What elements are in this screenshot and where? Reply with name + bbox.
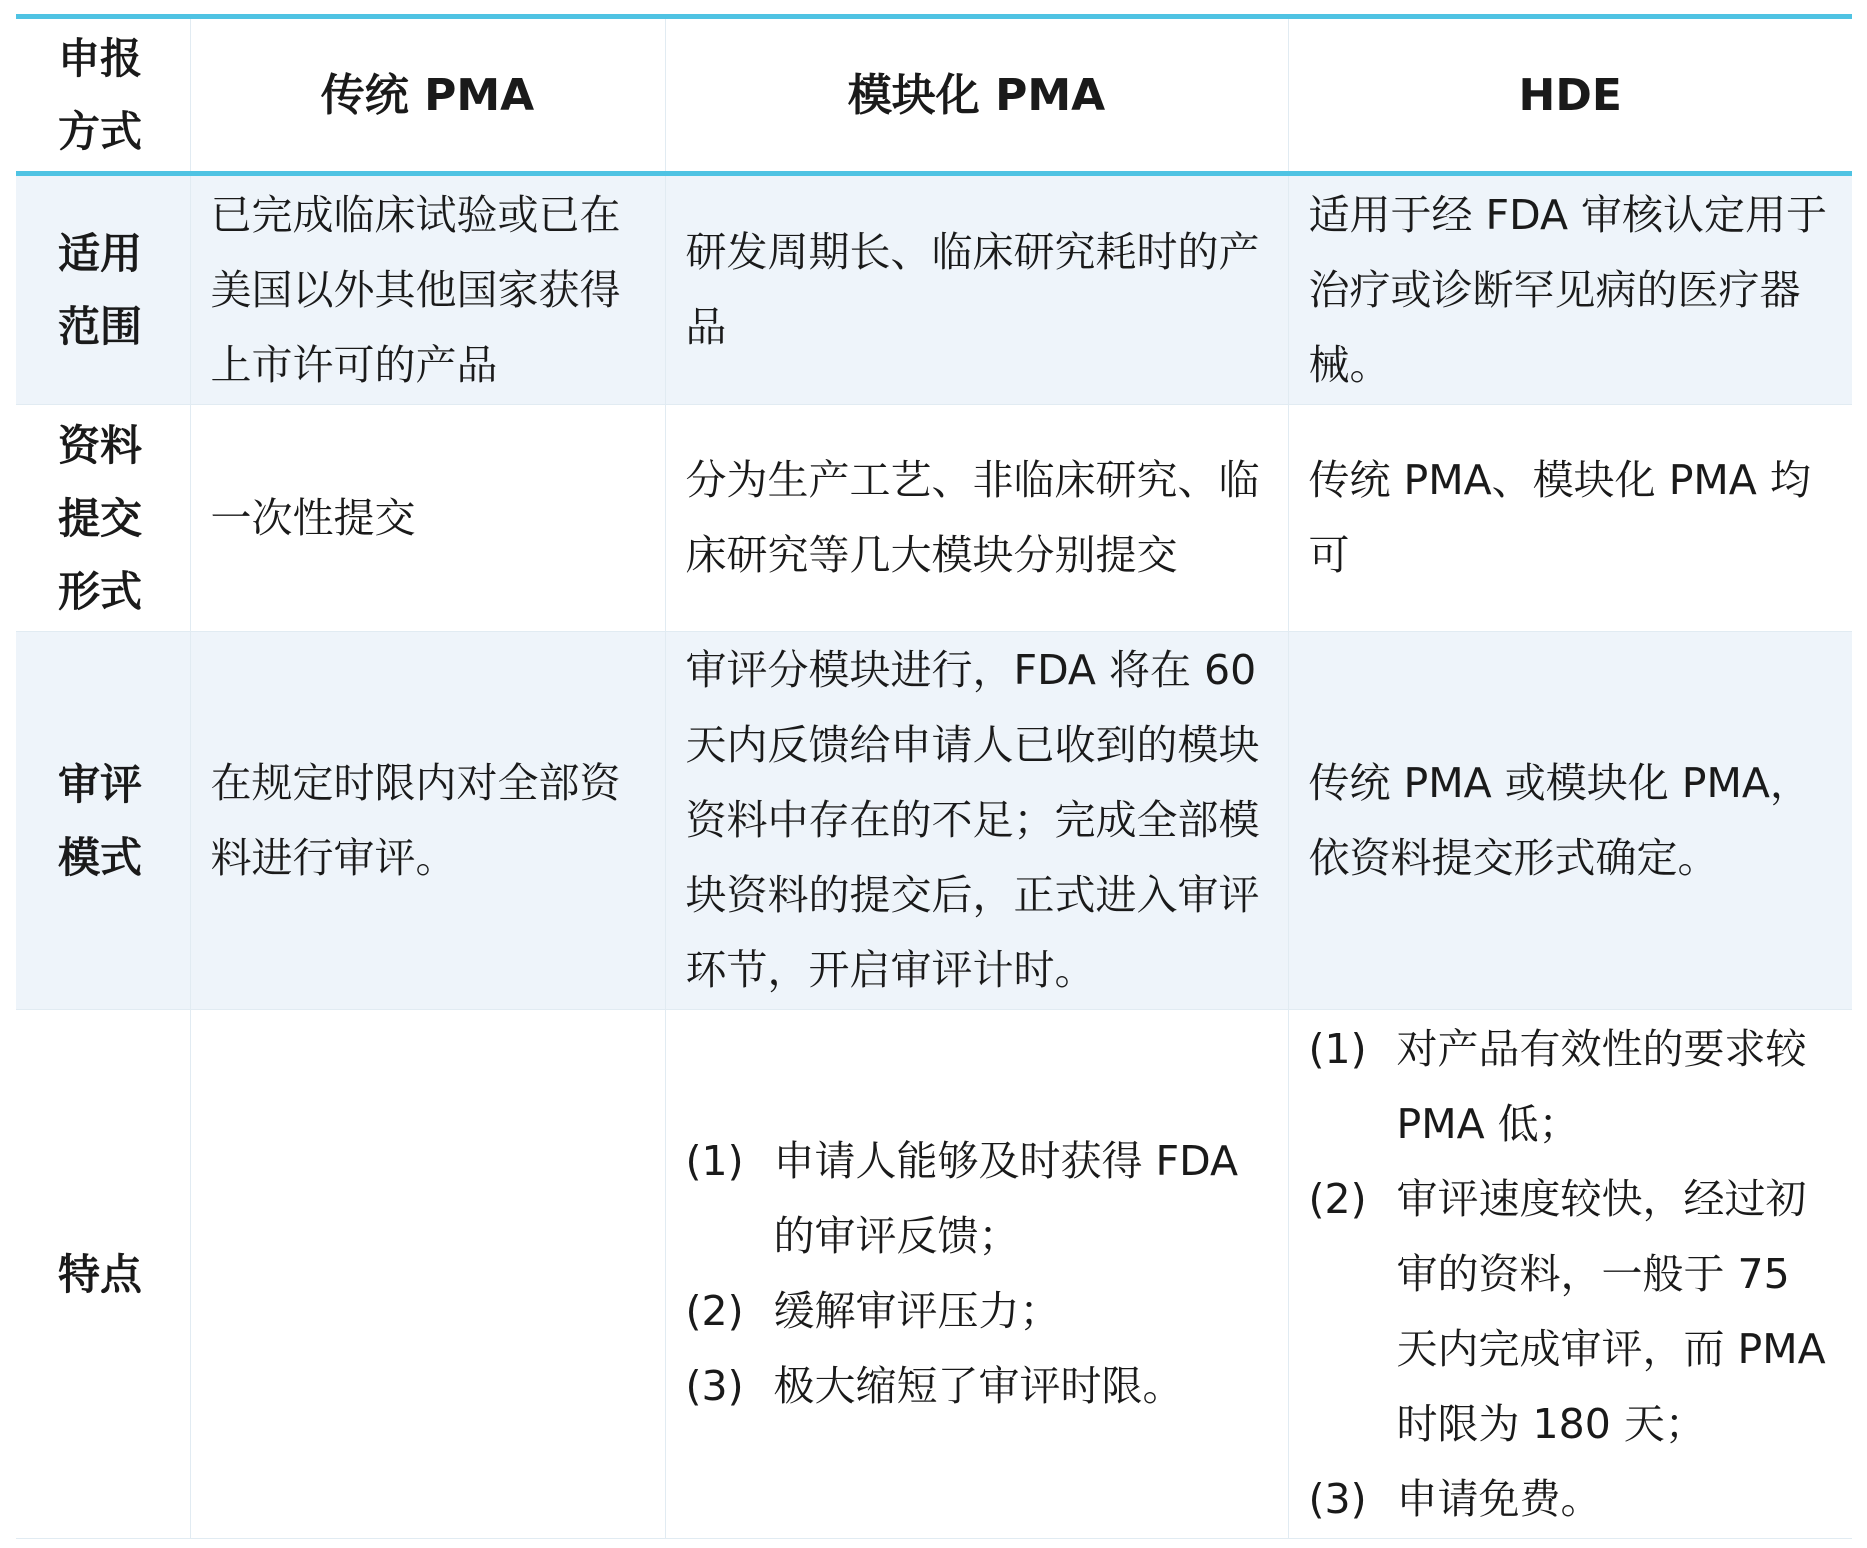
header-modular-pma: 模块化 PMA <box>665 19 1288 174</box>
cell-submission-hde: 传统 PMA、模块化 PMA 均可 <box>1288 405 1852 632</box>
list-item-text: 申请免费。 <box>1396 1474 1602 1523</box>
list-item <box>686 1124 1268 1274</box>
cell-review-modular: 审评分模块进行，FDA 将在 60 天内反馈给申请人已收到的模块资料中存在的不足；完成全部模块资料的提交后，正式进入审评环节，开启审评计时。 <box>665 632 1288 1010</box>
list-item-text: 申请人能够及时获得 FDA 的审评反馈； <box>773 1137 1239 1260</box>
header-hde: HDE <box>1288 19 1852 174</box>
list-item-number: (3) <box>685 1362 744 1410</box>
cell-features-modular <box>665 1010 1288 1539</box>
comparison-table-container <box>16 14 1852 1539</box>
list-item <box>1309 1162 1833 1462</box>
list-item-text: 极大缩短了审评时限。 <box>773 1362 1184 1410</box>
list-item <box>686 1274 1268 1349</box>
cell-features-traditional <box>190 1010 665 1539</box>
cell-scope-modular: 研发周期长、临床研究耗时的产品 <box>665 174 1288 405</box>
list-item-number: (2) <box>685 1287 744 1335</box>
row-label-features: 特点 <box>58 1249 143 1299</box>
list-item-number: (2) <box>1308 1174 1367 1223</box>
comparison-table <box>16 19 1852 1539</box>
features-modular-list <box>686 1124 1268 1424</box>
cell-submission-traditional: 一次性提交 <box>190 405 665 632</box>
row-label-review-mode: 审评模式 <box>16 632 190 1010</box>
cell-scope-hde: 适用于经 FDA 审核认定用于治疗或诊断罕见病的医疗器械。 <box>1288 174 1852 405</box>
list-item-number: (1) <box>685 1137 744 1185</box>
cell-features-hde <box>1288 1010 1852 1539</box>
header-declaration-method: 申报方式 <box>16 19 190 174</box>
list-item-text: 缓解审评压力； <box>773 1287 1061 1335</box>
cell-review-traditional: 在规定时限内对全部资料进行审评。 <box>190 632 665 1010</box>
cell-scope-traditional: 已完成临床试验或已在美国以外其他国家获得上市许可的产品 <box>190 174 665 405</box>
row-label-scope: 适用范围 <box>16 174 190 405</box>
list-item-number: (3) <box>1308 1474 1367 1523</box>
list-item-number: (1) <box>1308 1024 1367 1073</box>
cell-submission-modular: 分为生产工艺、非临床研究、临床研究等几大模块分别提交 <box>665 405 1288 632</box>
table-row-scope <box>16 174 1852 405</box>
table-row-features <box>16 1010 1852 1539</box>
table-row-review-mode <box>16 632 1852 1010</box>
row-label-submission-form: 资料提交形式 <box>58 420 143 616</box>
cell-review-hde: 传统 PMA 或模块化 PMA，依资料提交形式确定。 <box>1288 632 1852 1010</box>
list-item-text: 审评速度较快，经过初审的资料，一般于 75 天内完成审评，而 PMA 时限为 180 天； <box>1396 1174 1826 1448</box>
features-hde-list <box>1309 1012 1833 1537</box>
list-item-text: 对产品有效性的要求较 PMA 低； <box>1396 1024 1807 1148</box>
list-item <box>1309 1462 1833 1537</box>
table-header-row <box>16 19 1852 174</box>
table-row-submission-form <box>16 405 1852 632</box>
header-traditional-pma: 传统 PMA <box>190 19 665 174</box>
list-item <box>686 1349 1268 1424</box>
list-item <box>1309 1012 1833 1162</box>
